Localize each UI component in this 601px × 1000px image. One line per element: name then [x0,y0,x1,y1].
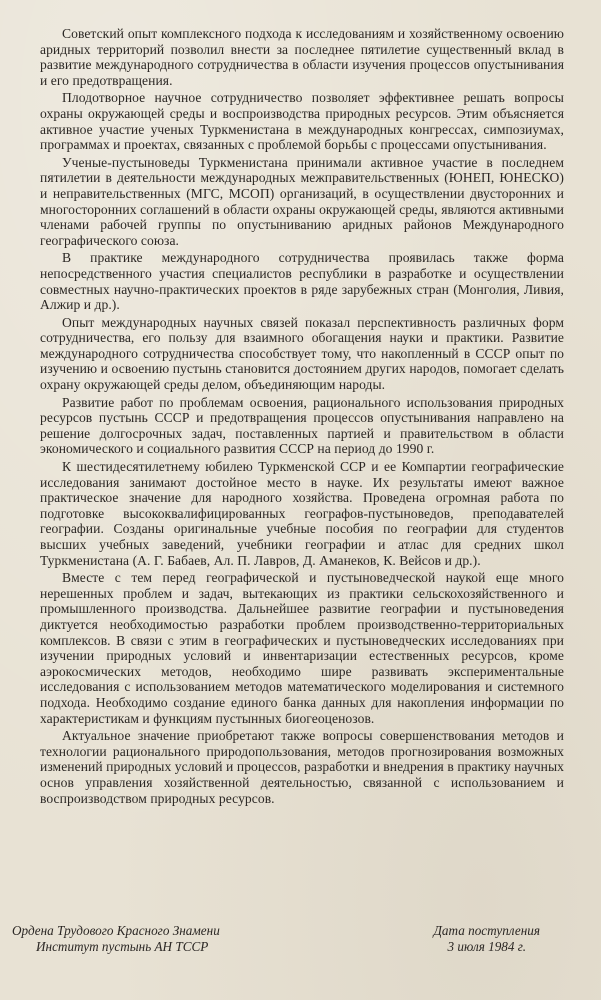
paragraph-5: Опыт международных научных связей показал перспективность различных форм сотрудничества, его пользу для взаимного обогащения науки и практики. Развитие международного сотрудничества способствует тому, что накопленный в СССР опыт по изучению и освоению пустынь становится достоянием других народов, помогает сделать охрану окружающей среды делом, объединяющим народы. [40,314,564,393]
paragraph-9: Актуальное значение приобретают также вопросы совершенствования методов и технологии рационального природопользования, методов прогнозирования возможных изменений природных условий и процессов, разработки и внедрения в практику научных основ управления хозяйственной деятельностью, связанной с использованием и воспроизводством природных ресурсов. [40,728,564,806]
paragraph-1: Советский опыт комплексного подхода к исследованиям и хозяйственному освоению аридных территорий позволил внести за последнее пятилетие существенный вклад в развитие международного сотрудничества в области изучения процессов опустынивания и его предотвращения. [40,26,564,88]
paragraph-8: Вместе с тем перед географической и пустыноведческой наукой еще много нерешенных проблем и задач, вытекающих из практики сельскохозяйственного и промышленного производства. Дальнейшее развитие географии и пустыноведения диктуется необходимостью разработки проблем производственно-территориальных комплексов. В связи с этим в географических и пустыноведческих исследованиях при изучении природных условий и инвентаризации естественных ресурсов, кроме аэрокосмических методов, необходимо шире развивать экспериментальные исследования с использованием методов математического моделирования и системного подхода. Необходимо создание единого банка данных для накопления информации по характеристикам и функциям пустынных биогеоценозов. [40,570,564,726]
received-date: 3 июля 1984 г. [447,939,527,954]
paragraph-3: Ученые-пустыноведы Туркменистана принимали активное участие в последнем пятилетии в деятельности международных межправительственных (ЮНЕП, ЮНЕСКО) и неправительственных (МГС, МСОП) организаций, в осуществлении двусторонних и многосторонних соглашений в области охраны окружающей среды, являются активными членами рабочей группы по опустыниванию аридных районов Международного географического союза. [40,154,564,248]
paragraph-4: В практике международного сотрудничества проявилась также форма непосредственного участия специалистов республики в разработке и осуществлении совместных научно-практических проектов в ряде зарубежных стран (Монголия, Ливия, Алжир и др.). [40,250,564,313]
received-label: Дата поступления [433,923,540,938]
article-body [40,26,564,808]
institution-line-1: Ордена Трудового Красного Знамени [12,923,220,938]
paragraph-7: К шестидесятилетнему юбилею Туркменской ССР и ее Компартии географические исследования занимают достойное место в науке. Их результаты имеют важное практическое значение для народного хозяйства. Проведена огромная работа по подготовке высококвалифицированных географов-пустыноведов, преподавателей географии. Созданы оригинальные учебные пособия по географии для студентов высших учебных заведений, учебники географии и атлас для средних школ Туркменистана (А. Г. Бабаев, Ал. П. Лавров, Д. Аманеков, К. Вейсов и др.). [40,459,564,568]
institution-block [12,923,220,955]
paragraph-2: Плодотворное научное сотрудничество позволяет эффективнее решать вопросы охраны окружающей среды и воспроизводства природных ресурсов. Этим объясняется активное участие ученых Туркменистана в международных конгрессах, симпозиумах, программах и проектах, связанных с проблемой борьбы с процессами опустынивания. [40,90,564,153]
institution-line-2: Институт пустынь АН ТССР [36,939,209,954]
article-footer [12,920,576,960]
paragraph-6: Развитие работ по проблемам освоения, рационального использования природных ресурсов пустынь СССР и предотвращения процессов опустынивания направлено на решение долгосрочных задач, поставленных партией и правительством в области экономического и социального развития СССР на период до 1990 г. [40,394,564,457]
received-date-block [434,923,540,955]
